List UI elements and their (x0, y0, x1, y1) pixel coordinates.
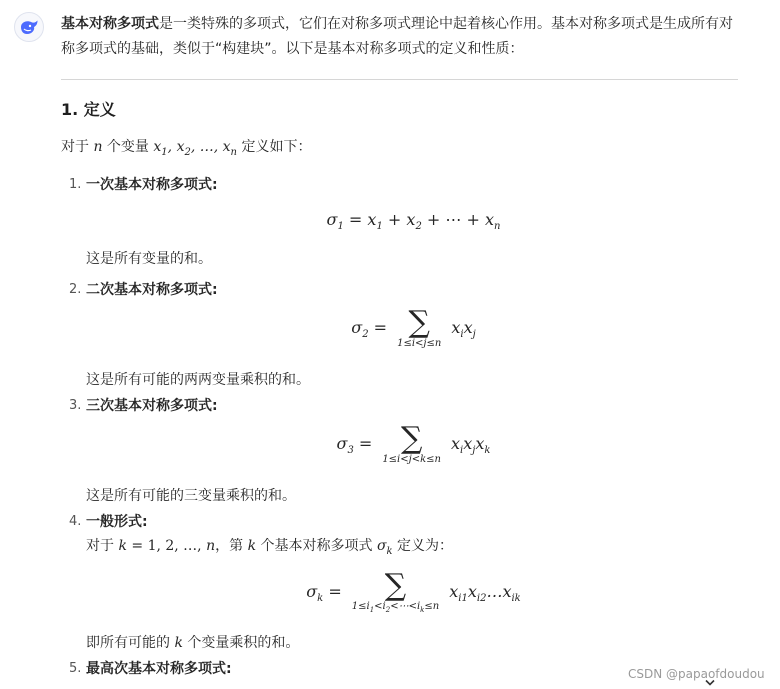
intro-paragraph (61, 12, 741, 62)
chevron-down-icon[interactable] (704, 677, 716, 689)
item-number: 3. (69, 397, 82, 413)
list-item (61, 394, 741, 508)
item-title: 二次基本对称多项式: (86, 281, 218, 298)
var-list: $x_1$, $x_2$, …, $x_n$ (153, 139, 237, 158)
deepseek-whale-icon (19, 19, 39, 35)
item-number: 1. (69, 176, 82, 192)
assistant-avatar (14, 12, 44, 42)
item-description: 这是所有变量的和。 (86, 250, 212, 267)
var-n: n (93, 139, 103, 155)
section-heading: 1. 定义 (61, 100, 116, 119)
definition-intro (61, 135, 741, 165)
formula-sigma1: $\sigma_1 = x_1 + x_2$ + ⋯ + $x_n$ (326, 209, 501, 232)
item-title: 一般形式: (86, 513, 148, 530)
k-values: k = 1, 2, …, n (118, 537, 216, 554)
item-description: 这是所有可能的三变量乘积的和。 (86, 487, 296, 504)
list-item (61, 173, 741, 271)
item-title: 三次基本对称多项式: (86, 397, 218, 414)
list-item (61, 278, 741, 392)
definition-middle: 个变量 (102, 139, 154, 155)
divider (61, 79, 738, 80)
sigma-k: $\sigma_k$ (376, 537, 393, 557)
intro-bold-term: 基本对称多项式 (61, 16, 159, 32)
item-title: 最高次基本对称多项式: (86, 660, 232, 677)
general-form-text: 对于 k = 1, 2, …, n，第 k 个基本对称多项式 $\sigma_k$ 定义为： (86, 537, 454, 557)
definition-suffix: 定义如下： (237, 139, 312, 155)
formula-sigmak: $\sigma_k$ = ∑ $1\le i_1<i_2<\cdots<i_k\le n$ $x_{i1}x_{i2}\dots x_{ik}$ (306, 567, 521, 614)
intro-text: 是一类特殊的多项式，它们在对称多项式理论中起着核心作用。基本对称多项式是生成所有对称多项式的基础，类似于“构建块”。以下是基本对称多项式的定义和性质： (61, 16, 733, 57)
item-number: 2. (69, 281, 82, 297)
definition-prefix: 对于 (61, 139, 94, 155)
item-description: 这是所有可能的两两变量乘积的和。 (86, 371, 310, 388)
formula-sigma2: $\sigma_2$ = ∑ 1≤i<j≤n $x_ix_j$ (351, 304, 476, 349)
item-number: 4. (69, 513, 82, 529)
item-number: 5. (69, 660, 82, 676)
formula-sigma3: $\sigma_3$ = ∑ 1≤i<j<k≤n $x_ix_jx_k$ (336, 420, 491, 465)
item-title: 一次基本对称多项式: (86, 176, 218, 193)
message-content (61, 12, 741, 681)
watermark: CSDN @papaofdoudou (628, 667, 765, 681)
definition-list (61, 173, 741, 681)
item-description: 即所有可能的 k 个变量乘积的和。 (86, 634, 300, 651)
list-item (61, 510, 741, 655)
